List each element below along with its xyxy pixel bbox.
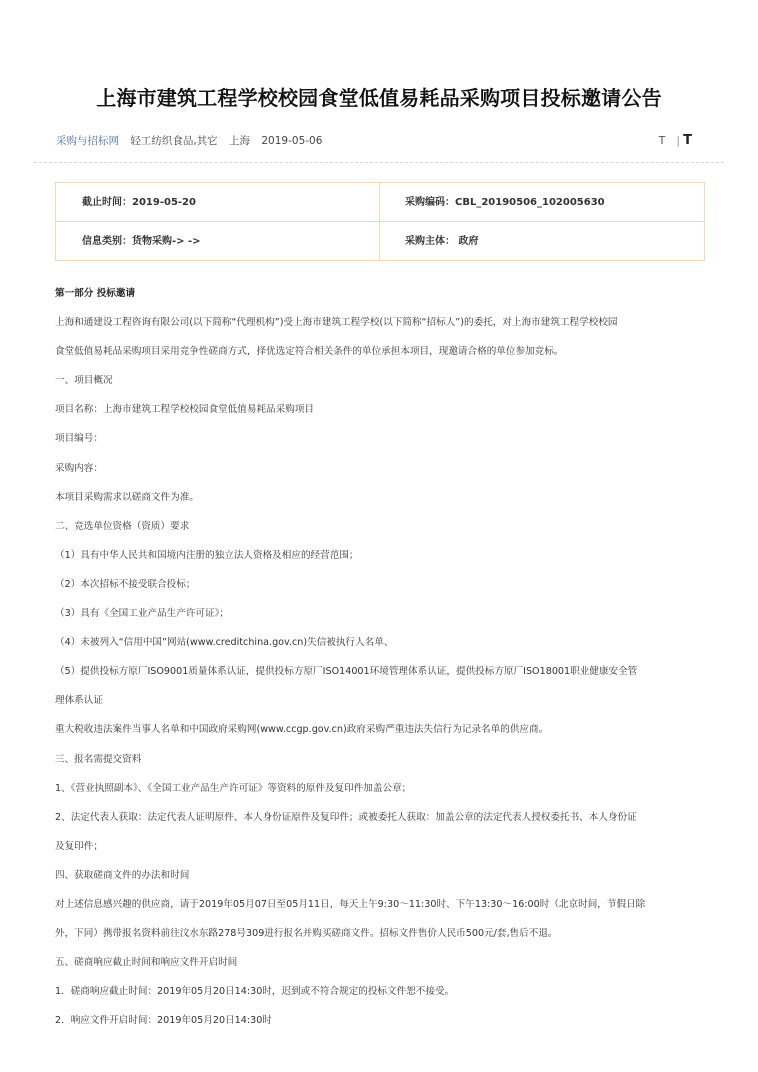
paragraph-line: 1、《营业执照副本》、《全国工业产品生产许可证》等资料的原件及复印件加盖公章； [55, 782, 412, 794]
info-table [55, 182, 705, 261]
paragraph-line: （5）提供投标方原厂ISO9001质量体系认证，提供投标方原厂ISO14001环境管理体系认证，提供投标方原厂ISO18001职业健康安全管 [55, 666, 638, 678]
divider [34, 162, 724, 163]
source-link[interactable]: 采购与招标网 [56, 135, 119, 147]
paragraph-line: 三、报名需提交资料 [55, 753, 142, 765]
paragraph-line: 对上述信息感兴趣的供应商，请于2019年05月07日至05月11日，每天上午9:30～11:30时、下午13:30～16:00时（北京时间，节假日除 [55, 898, 646, 910]
paragraph-line: （2）本次招标不接受联合投标； [55, 578, 196, 590]
type-cell: 信息类别：货物采购-> -> [56, 222, 380, 261]
paragraph-line: 项目名称：上海市建筑工程学校校园食堂低值易耗品采购项目 [55, 404, 315, 416]
paragraph-line: 外，下同）携带报名资料前往汶水东路278号309进行报名并购买磋商文件。招标文件售价人民币500元/套,售后不退。 [55, 928, 558, 940]
page-title: 上海市建筑工程学校校园食堂低值易耗品采购项目投标邀请公告 [96, 86, 662, 110]
paragraph-line: （3）具有《全国工业产品生产许可证》； [55, 608, 229, 620]
font-small-button[interactable]: T [658, 134, 666, 147]
paragraph-line: （4）未被列入“信用中国”网站(www.creditchina.gov.cn)失信被执行人名单、 [55, 637, 394, 649]
paragraph-line: 理体系认证 [55, 695, 103, 707]
meta-bar [56, 133, 704, 151]
paragraph-line: 1．磋商响应截止时间：2019年05月20日14:30时，迟到或不符合规定的投标文件恕不接受。 [55, 986, 455, 998]
paragraph-line: 及复印件； [55, 840, 103, 852]
paragraph-line: 采购内容： [55, 462, 103, 474]
paragraph-line: 2、法定代表人获取：法定代表人证明原件、本人身份证原件及复印件；或被委托人获取：加盖公章的法定代表人授权委托书、本人身份证 [55, 811, 637, 823]
font-large-button[interactable]: T [683, 133, 692, 148]
paragraph-line: 重大税收违法案件当事人名单和中国政府采购网(www.ccgp.gov.cn)政府采购严重违法失信行为记录名单的供应商。 [55, 724, 549, 736]
paragraph-line: 食堂低值易耗品采购项目采用竞争性磋商方式，择优选定符合相关条件的单位承担本项目，现邀请合格的单位参加竞标。 [55, 346, 564, 358]
paragraph-line: 五、磋商响应截止时间和响应文件开启时间 [55, 957, 238, 969]
code-cell: 采购编码：CBL_20190506_102005630 [380, 183, 704, 222]
paragraph-line: 项目编号： [55, 433, 103, 445]
font-size-toggle [659, 133, 700, 148]
paragraph-line: 上海和通建设工程咨询有限公司(以下简称“代理机构”)受上海市建筑工程学校(以下简称“招标人”)的委托，对上海市建筑工程学校校园 [55, 317, 618, 329]
deadline-cell: 截止时间：2019-05-20 [56, 183, 380, 222]
paragraph-line: 本项目采购需求以磋商文件为准。 [55, 491, 199, 503]
buyer-cell: 采购主体： 政府 [405, 236, 479, 247]
region-text: 上海 [229, 135, 251, 147]
paragraph-line: 四、获取磋商文件的办法和时间 [55, 869, 190, 881]
publish-date: 2019-05-06 [261, 135, 323, 147]
section-heading: 第一部分 投标邀请 [55, 288, 136, 299]
font-separator: | [676, 134, 681, 147]
paragraph-line: 一、项目概况 [55, 375, 113, 387]
paragraph-line: 2．响应文件开启时间：2019年05月20日14:30时 [55, 1015, 272, 1027]
category-text: 轻工纺织食品,其它 [130, 135, 218, 147]
paragraph-line: （1）具有中华人民共和国境内注册的独立法人资格及相应的经营范围； [55, 549, 359, 561]
paragraph-line: 二、竞选单位资格（资质）要求 [55, 520, 190, 532]
content-body [55, 285, 715, 1041]
